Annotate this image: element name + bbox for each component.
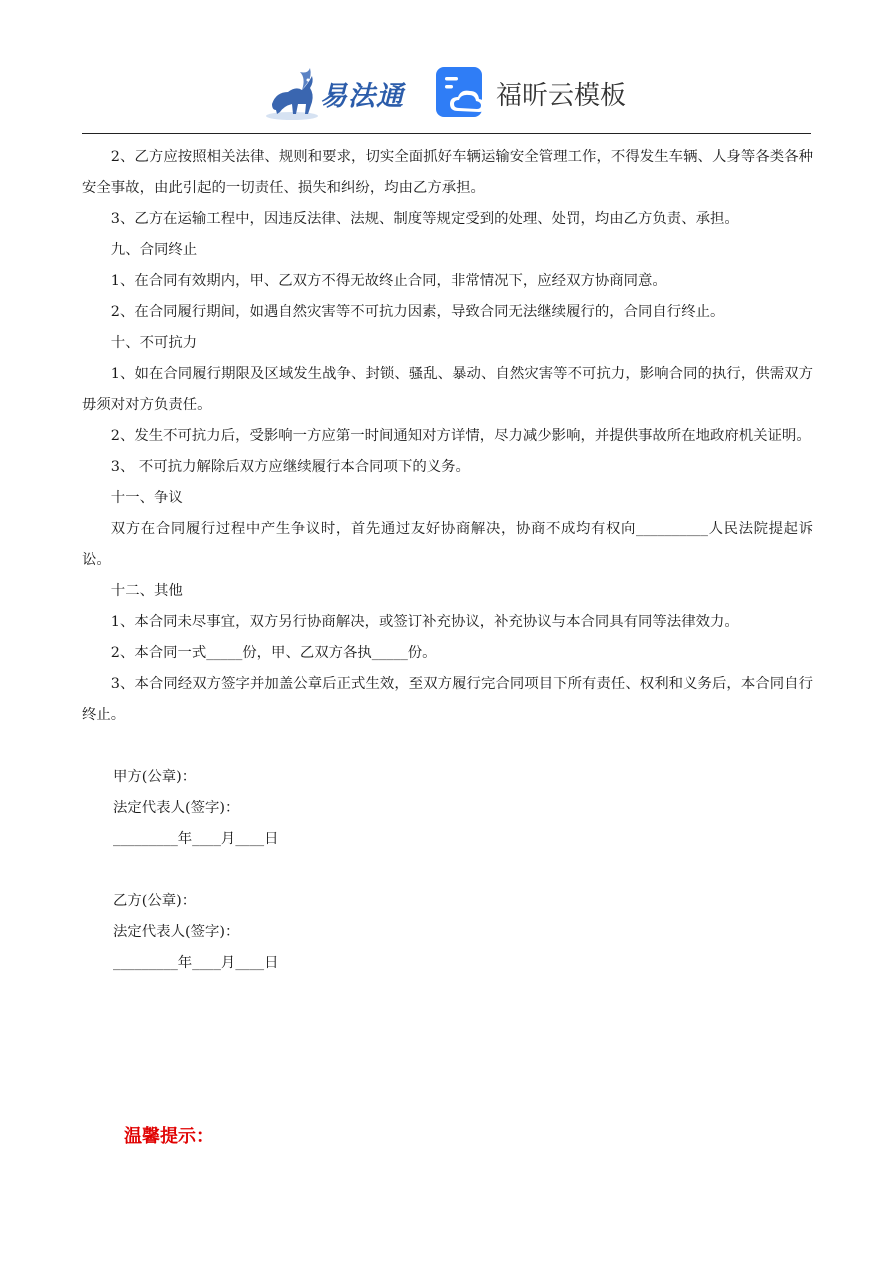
clause-9-1: 1、在合同有效期内，甲、乙双方不得无故终止合同，非常情况下，应经双方协商同意。 (110, 273, 667, 289)
party-a-seal-label: 甲方(公章)： (113, 769, 197, 785)
clause-10-2: 2、发生不可抗力后，受影响一方应第一时间通知对方详情，尽力减少影响，并提供事故所在地政府机关证明。 (110, 428, 811, 444)
party-b-seal-label: 乙方(公章)： (113, 893, 197, 909)
section-heading-12: 十二、其他 (110, 583, 183, 599)
party-b-representative-label: 法定代表人(签字)： (113, 924, 240, 940)
section-heading-10: 十、不可抗力 (110, 335, 198, 351)
yifatong-logo-text: 易法通 (320, 81, 404, 112)
clause-8-3: 3、乙方在运输工程中，因违反法律、法规、制度等规定受到的处理、处罚，均由乙方负责、承担。 (110, 211, 739, 227)
party-a-representative-label: 法定代表人(签字)： (113, 800, 240, 816)
clause-11-1: 双方在合同履行过程中产生争议时，首先通过友好协商解决，协商不成均有权向__________人民法院提起诉讼。 (82, 521, 813, 568)
party-a-date: _________年____月____日 (113, 831, 279, 847)
warm-tip-heading: 温馨提示： (124, 1126, 214, 1147)
section-heading-11: 十一、争议 (110, 490, 183, 506)
clause-8-2: 2、乙方应按照相关法律、规则和要求，切实全面抓好车辆运输安全管理工作，不得发生车辆、人身等各类各种安全事故，由此引起的一切责任、损失和纠纷，均由乙方承担。 (82, 149, 813, 196)
contract-body (82, 142, 813, 979)
clause-12-2: 2、本合同一式_____份，甲、乙双方各执_____份。 (110, 645, 437, 661)
clause-10-1: 1、如在合同履行期限及区域发生战争、封锁、骚乱、暴动、自然灾害等不可抗力，影响合同的执行，供需双方毋须对对方负责任。 (82, 366, 813, 413)
yifatong-logo (262, 64, 422, 122)
page-header (0, 58, 893, 128)
party-a-signature-block (82, 762, 813, 855)
clause-12-1: 1、本合同未尽事宜，双方另行协商解决，或签订补充协议，补充协议与本合同具有同等法律效力。 (110, 614, 739, 630)
cloud-document-icon (436, 67, 488, 119)
party-b-signature-block (82, 886, 813, 979)
party-b-date: _________年____月____日 (113, 955, 279, 971)
qilin-icon (262, 64, 322, 122)
clause-10-3: 3、 不可抗力解除后双方应继续履行本合同项下的义务。 (110, 459, 470, 475)
section-heading-9: 九、合同终止 (110, 242, 198, 258)
clause-12-3: 3、本合同经双方签字并加盖公章后正式生效，至双方履行完合同项目下所有责任、权利和义务后，本合同自行终止。 (82, 676, 813, 723)
header-divider (82, 133, 811, 134)
fuxin-template-logo-text: 福昕云模板 (496, 81, 627, 111)
fuxin-template-logo (436, 64, 646, 122)
clause-9-2: 2、在合同履行期间，如遇自然灾害等不可抗力因素，导致合同无法继续履行的，合同自行终止。 (110, 304, 725, 320)
